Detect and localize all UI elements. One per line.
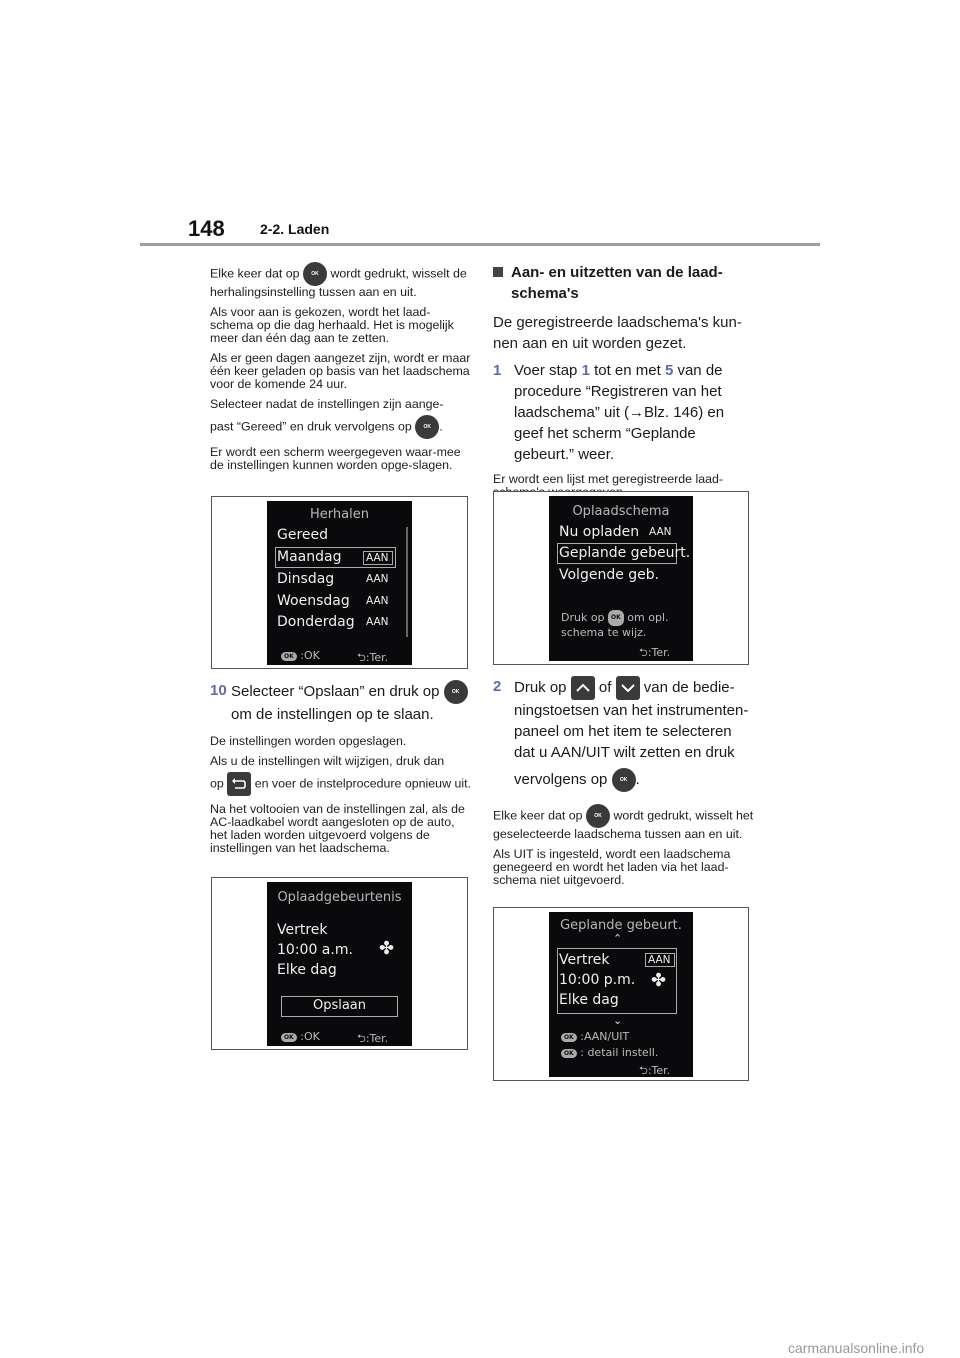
paragraph: Selecteer nadat de instellingen zijn aange- — [210, 397, 444, 411]
departure-time: 10:00 p.m. — [559, 972, 636, 988]
paragraph: Elke keer dat op OK wordt gedrukt, wisselt het geselecteerde laadschema tussen aan en uit. — [493, 804, 755, 841]
footer-ok: OK :OK — [281, 1030, 320, 1043]
step-number: 1 — [493, 362, 502, 379]
scrollbar[interactable] — [406, 527, 408, 637]
back-arrow-icon: ⮌ — [357, 1032, 366, 1045]
menu-item-scheduled-events[interactable]: Geplande gebeurt. — [559, 545, 691, 561]
footer-back: ⮌:Ter. — [639, 1064, 671, 1077]
paragraph: Elke keer dat op OK wordt gedrukt, wisselt de herhalingsinstelling tussen aan en uit. — [210, 262, 472, 299]
paragraph: Als UIT is ingesteld, wordt een laadschema genegeerd en wordt het laden via het laad-schema niet uitgevoerd. — [493, 847, 731, 888]
paragraph: De instellingen worden opgeslagen. — [210, 734, 407, 748]
left-column-lower — [210, 680, 472, 862]
departure-label: Vertrek — [559, 952, 610, 968]
value-woensdag: AAN — [366, 595, 389, 607]
menu-item-next-event[interactable]: Volgende geb. — [559, 567, 660, 583]
hint-text: Druk op OK om opl. schema te wijz. — [561, 611, 669, 639]
footer-back: ⮌:Ter. — [357, 651, 389, 664]
footer-toggle: OK :AAN/UIT — [561, 1030, 629, 1043]
ok-button-icon: OK — [612, 768, 636, 792]
paragraph: Na het voltooien van de instellingen zal, als de AC-laadkabel wordt aangesloten op de auto, het laden worden uitgevoerd volgens de instellingen van het laadschema. — [210, 802, 465, 855]
menu-item-donderdag[interactable]: Donderdag — [277, 614, 355, 630]
ok-button-icon: OK — [444, 680, 468, 704]
footer-details: OK : detail instell. — [561, 1046, 658, 1059]
intro-paragraph: De geregistreerde laadschema's kun-nen aan en uit worden gezet. — [493, 314, 742, 352]
section-heading: Aan- en uitzetten van de laad-schema's — [493, 262, 755, 304]
ok-chip-icon: OK — [281, 652, 297, 661]
value-departure: AAN — [648, 954, 671, 966]
value-charge-now: AAN — [649, 526, 672, 538]
back-arrow-icon: ⮌ — [357, 651, 366, 664]
repeat-label: Elke dag — [559, 992, 619, 1008]
ok-button-icon: OK — [303, 262, 327, 286]
ok-chip-icon: OK — [561, 1049, 577, 1058]
value-maandag: AAN — [366, 552, 389, 564]
menu-item-dinsdag[interactable]: Dinsdag — [277, 571, 335, 587]
departure-time: 10:00 a.m. — [277, 942, 353, 958]
menu-item-gereed[interactable]: Gereed — [277, 527, 329, 543]
ok-chip-icon: OK — [281, 1033, 297, 1042]
screen-title: Oplaadschema — [572, 504, 670, 519]
step-1: 1 Voer stap 1 tot en met 5 van de procedure “Registreren van het laadschema” uit (→Blz. 146) en geef het scherm “Geplande gebeurt.” weer. — [493, 362, 725, 463]
paragraph: Er wordt een lijst met geregistreerde laad- — [493, 472, 724, 486]
chevron-up-icon[interactable]: ⌃ — [613, 932, 623, 945]
ok-button-icon: OK — [415, 415, 439, 439]
repeat-label: Elke dag — [277, 962, 337, 978]
screen-title: Herhalen — [310, 507, 369, 522]
paragraph: Als u de instellingen wilt wijzigen, druk dan — [210, 754, 445, 768]
heading-bullet-icon — [493, 267, 503, 277]
step-10: 10 Selecteer “Opslaan” en druk op OK om de instellingen op te slaan. — [210, 680, 472, 725]
step-number: 10 — [210, 682, 227, 699]
up-button-icon — [571, 676, 595, 700]
chevron-down-icon[interactable]: ⌄ — [613, 1014, 623, 1027]
menu-item-maandag[interactable]: Maandag — [277, 549, 342, 565]
back-arrow-icon: ⮌ — [639, 646, 648, 659]
step-number: 2 — [493, 678, 502, 695]
down-button-icon — [616, 676, 640, 700]
display-screen-schedule — [549, 496, 693, 661]
page-number: 148 — [188, 216, 225, 241]
value-dinsdag: AAN — [366, 573, 389, 585]
fan-icon: ✤ — [651, 970, 667, 991]
paragraph: op en voer de instelprocedure opnieuw uit. — [210, 772, 472, 796]
screenshot-frame-repeat — [211, 496, 468, 669]
menu-item-charge-now[interactable]: Nu opladen — [559, 524, 640, 540]
footer-back: ⮌:Ter. — [357, 1032, 389, 1045]
save-button-label: Opslaan — [312, 998, 367, 1013]
right-column — [493, 262, 755, 506]
paragraph: Er wordt een scherm weergegeven waar-mee de instellingen kunnen worden opge-slagen. — [210, 445, 461, 472]
footer-ok: OK :OK — [281, 649, 320, 662]
back-button-icon — [227, 772, 251, 796]
paragraph: Als er geen dagen aangezet zijn, wordt er maar één keer geladen op basis van het laadschema voor de komende 24 uur. — [210, 351, 471, 391]
paragraph: past “Gereed” en druk vervolgens op OK . — [210, 415, 472, 439]
ok-chip-icon: OK — [608, 610, 624, 626]
ok-button-icon: OK — [586, 804, 610, 828]
ok-chip-icon: OK — [561, 1033, 577, 1042]
display-screen-repeat — [267, 501, 412, 665]
section-title: 2-2. Laden — [260, 221, 330, 237]
back-arrow-icon: ⮌ — [639, 1064, 648, 1077]
footer-back: ⮌:Ter. — [639, 646, 671, 659]
watermark: carmanualsonline.info — [788, 1340, 925, 1356]
screenshot-frame-event — [493, 907, 749, 1081]
screen-title: Oplaadgebeurtenis — [277, 890, 402, 905]
screenshot-frame-schedule — [493, 491, 749, 665]
header-divider — [140, 243, 820, 246]
display-screen-event — [549, 912, 693, 1077]
display-screen-save — [267, 882, 412, 1046]
fan-icon: ✤ — [379, 938, 395, 959]
menu-item-woensdag[interactable]: Woensdag — [277, 593, 350, 609]
value-donderdag: AAN — [366, 616, 389, 628]
step-2: 2 Druk op of van de bedie-ningstoetsen van het instrumenten-paneel om het item te selecteren dat u AAN/UIT wilt zetten en druk vervolgens op OK . — [493, 676, 755, 792]
screen-title: Geplande gebeurt. — [560, 918, 682, 933]
screenshot-frame-save — [211, 877, 468, 1050]
right-column-lower — [493, 676, 755, 894]
left-column — [210, 262, 472, 479]
departure-label: Vertrek — [277, 922, 328, 938]
paragraph: Als voor aan is gekozen, wordt het laad-schema op die dag herhaald. Het is mogelijk meer dan één dag aan te zetten. — [210, 305, 454, 345]
